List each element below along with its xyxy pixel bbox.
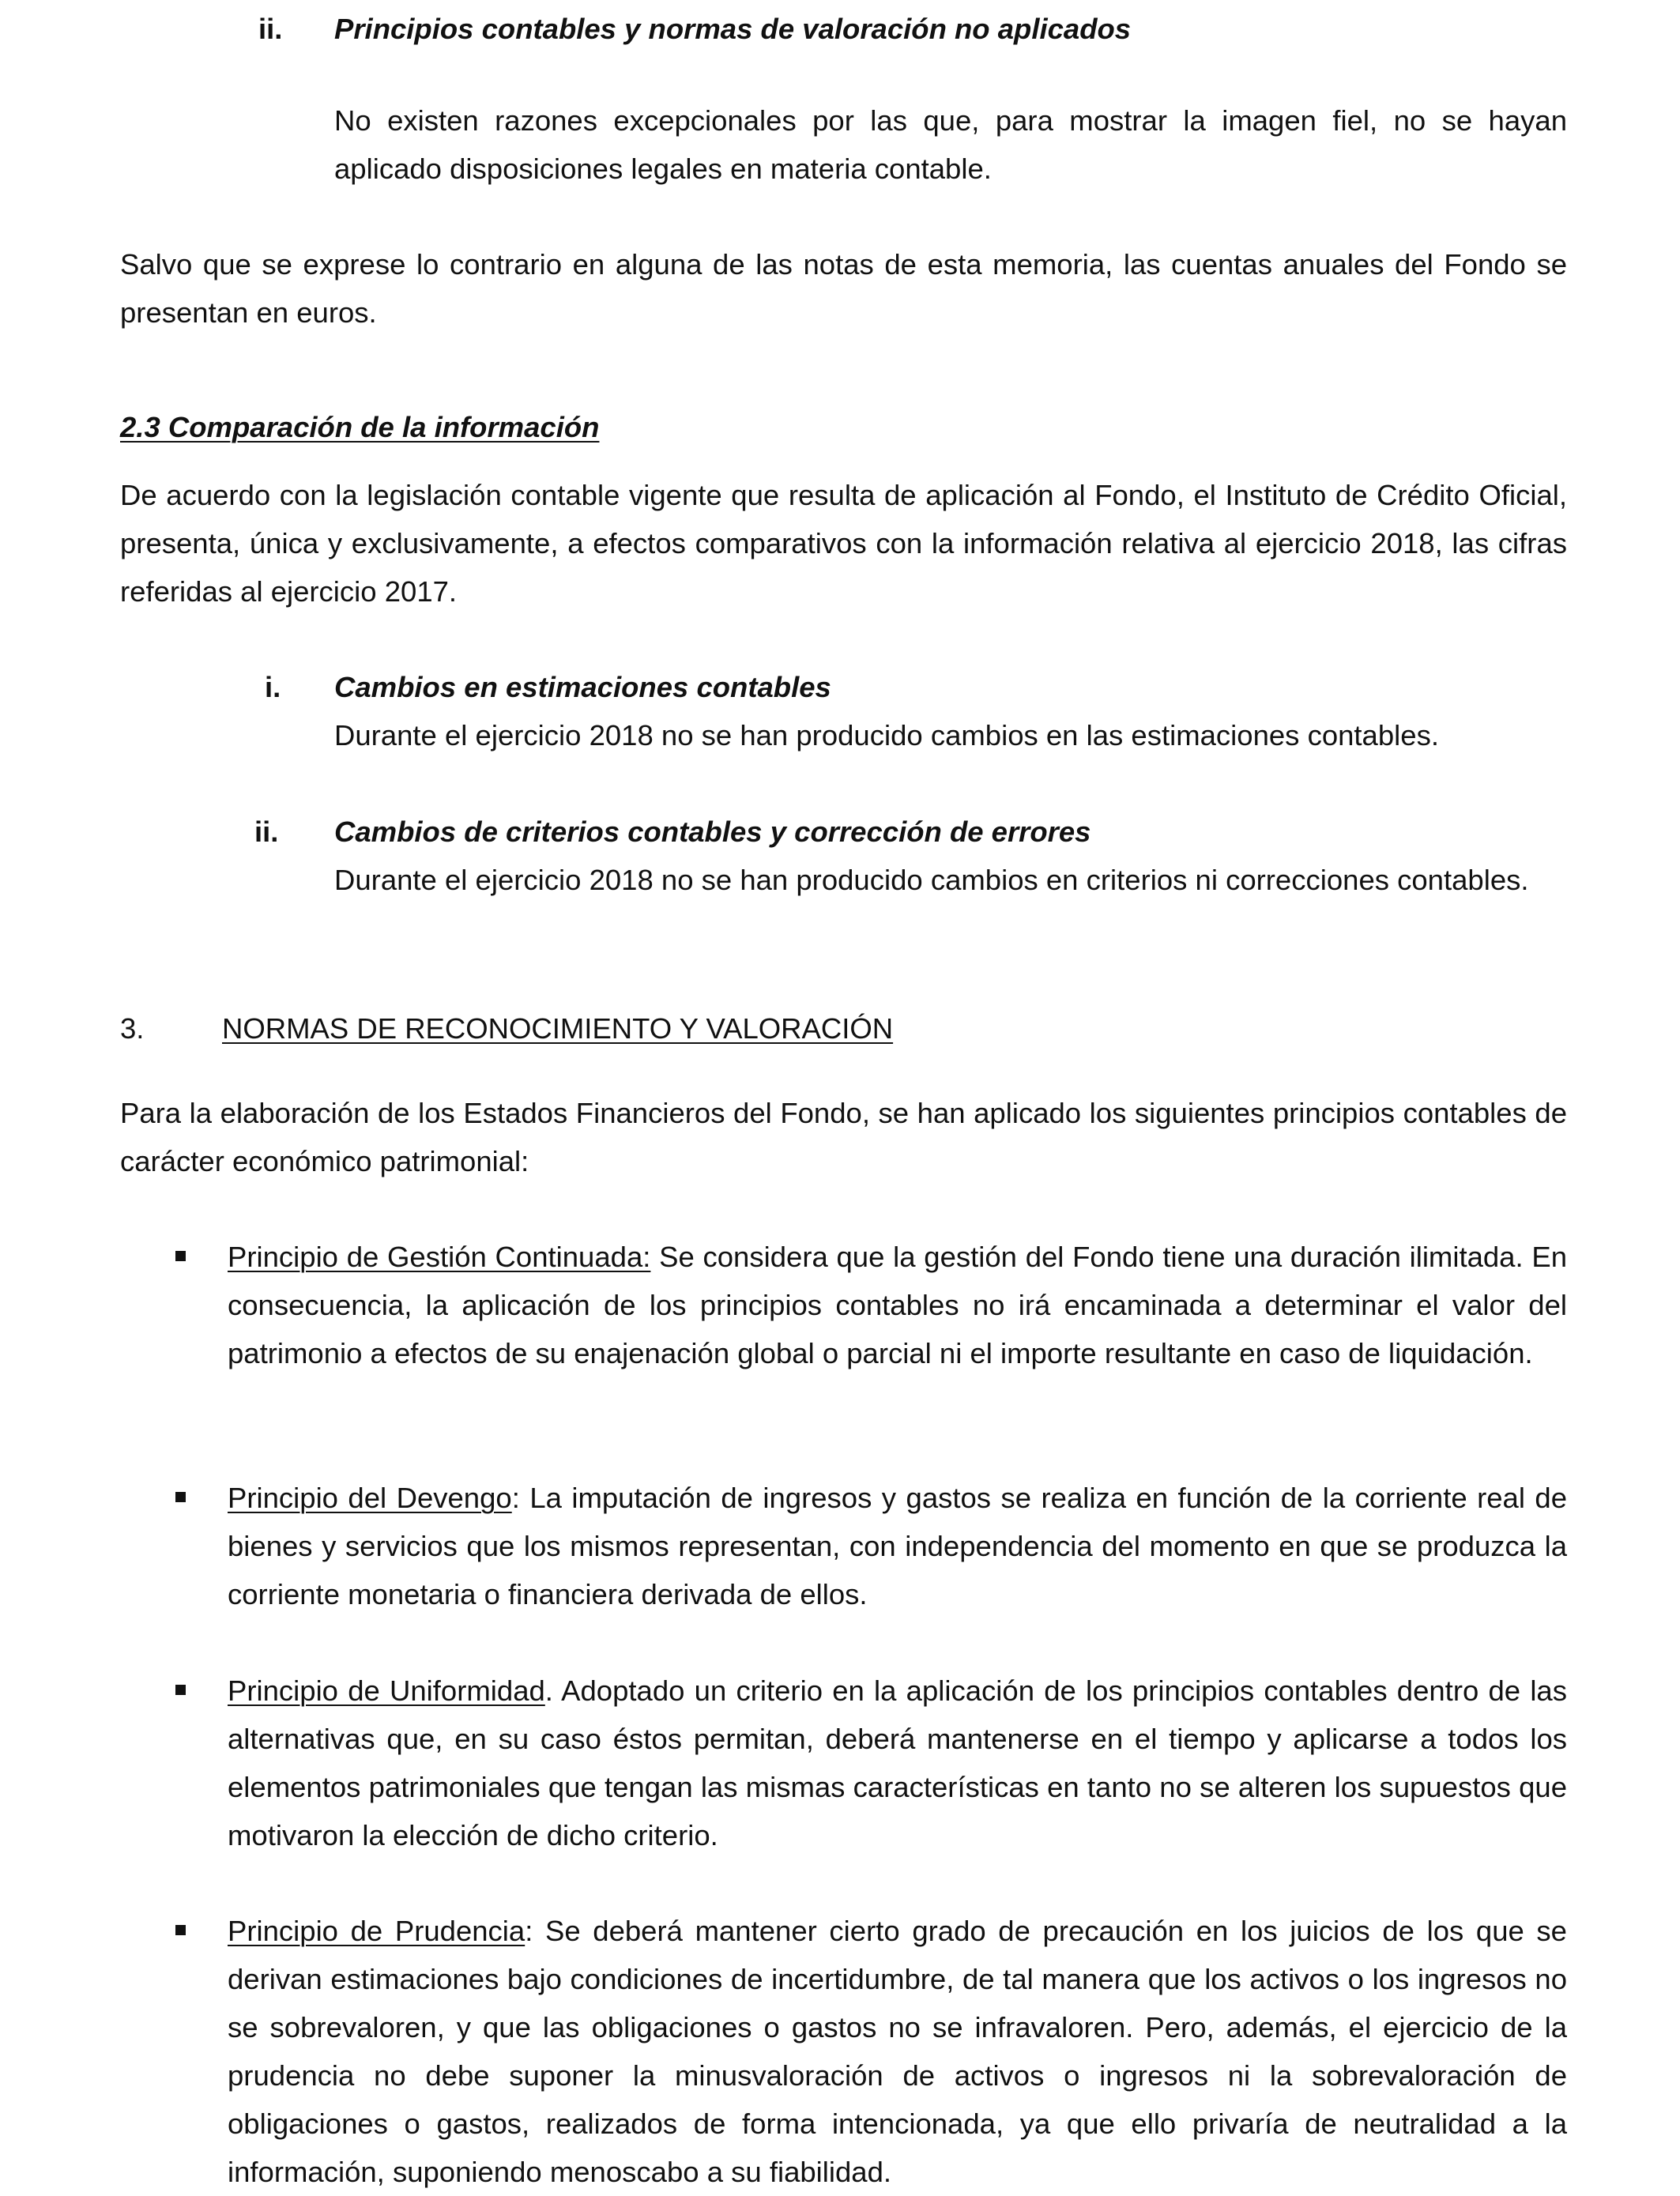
bullet-icon (175, 1925, 186, 1935)
subsection-body: No existen razones excepcionales por las que, para mostrar la imagen fiel, no se hayan aplicado disposiciones legales en materia contable. (334, 104, 1567, 185)
subsection-numeral: ii. (258, 13, 283, 45)
item-body: Durante el ejercicio 2018 no se han producido cambios en criterios ni correcciones contables. (334, 864, 1529, 896)
section-number: 3. (120, 1012, 145, 1045)
principle-prudencia (228, 1907, 1567, 2196)
principle-name: Principio del Devengo (228, 1482, 512, 1514)
item-title: Cambios en estimaciones contables (334, 671, 831, 703)
principle-text: : La imputación de ingresos y gastos se realiza en función de la corriente real de bienes y servicios que los mismos representan, con independencia del momento en que se produzca la corriente monetaria o financiera derivada de ellos. (228, 1482, 1568, 1610)
principle-devengo (228, 1474, 1567, 1618)
principle-name: Principio de Uniformidad (228, 1674, 545, 1707)
section-heading-2-3: 2.3 Comparación de la información (120, 411, 600, 443)
principle-gestion-continuada (228, 1233, 1567, 1377)
bullet-icon (175, 1251, 186, 1261)
paragraph-currency: Salvo que se exprese lo contrario en alguna de las notas de esta memoria, las cuentas anuales del Fondo se presentan en euros. (120, 248, 1567, 329)
item-numeral: i. (265, 671, 281, 703)
bullet-icon (175, 1492, 186, 1502)
item-numeral: ii. (254, 815, 279, 848)
bullet-icon (175, 1685, 186, 1695)
principle-text: . Adoptado un criterio en la aplicación de los principios contables dentro de las alternativas que, en su caso éstos permitan, deberá mantenerse en el tiempo y aplicarse a todos los elementos patrimoniales que tengan las mismas características en tanto no se alteren los supuestos que motivaron la elección de dicho criterio. (228, 1674, 1567, 1851)
principle-name: Principio de Gestión Continuada: (228, 1241, 651, 1273)
section-heading-3: NORMAS DE RECONOCIMIENTO Y VALORACIÓN (222, 1012, 894, 1045)
section-3-intro: Para la elaboración de los Estados Financieros del Fondo, se han aplicado los siguientes principios contables de carácter económico patrimonial: (120, 1097, 1567, 1177)
section-2-3-intro: De acuerdo con la legislación contable vigente que resulta de aplicación al Fondo, el Instituto de Crédito Oficial, presenta, única y exclusivamente, a efectos comparativos con la información relativa al ejercicio 2018, las cifras referidas al ejercicio 2017. (120, 479, 1567, 608)
principle-text: Se considera que la gestión del Fondo tiene una duración ilimitada. En consecuencia, la aplicación de los principios contables no irá encaminada a determinar el valor del patrimonio a efectos de su enajenación global o parcial ni el importe resultante en caso de liquidación. (228, 1241, 1567, 1369)
item-title: Cambios de criterios contables y corrección de errores (334, 815, 1091, 848)
subsection-title: Principios contables y normas de valoración no aplicados (334, 13, 1132, 45)
item-body: Durante el ejercicio 2018 no se han producido cambios en las estimaciones contables. (334, 719, 1439, 751)
principle-name: Principio de Prudencia (228, 1915, 525, 1947)
principle-text: : Se deberá mantener cierto grado de precaución en los juicios de los que se derivan estimaciones bajo condiciones de incertidumbre, de tal manera que los activos o los ingresos no se sobrevaloren, y que las obligaciones o gastos no se infravaloren. Pero, además, el ejercicio de la prudencia no debe suponer la minusvaloración de activos o ingresos ni la sobrevaloración de obligaciones o gastos, realizados de forma intencionada, ya que ello privaría de neutralidad a la información, suponiendo menoscabo a su fiabilidad. (228, 1915, 1567, 2188)
principle-uniformidad (228, 1667, 1567, 1859)
